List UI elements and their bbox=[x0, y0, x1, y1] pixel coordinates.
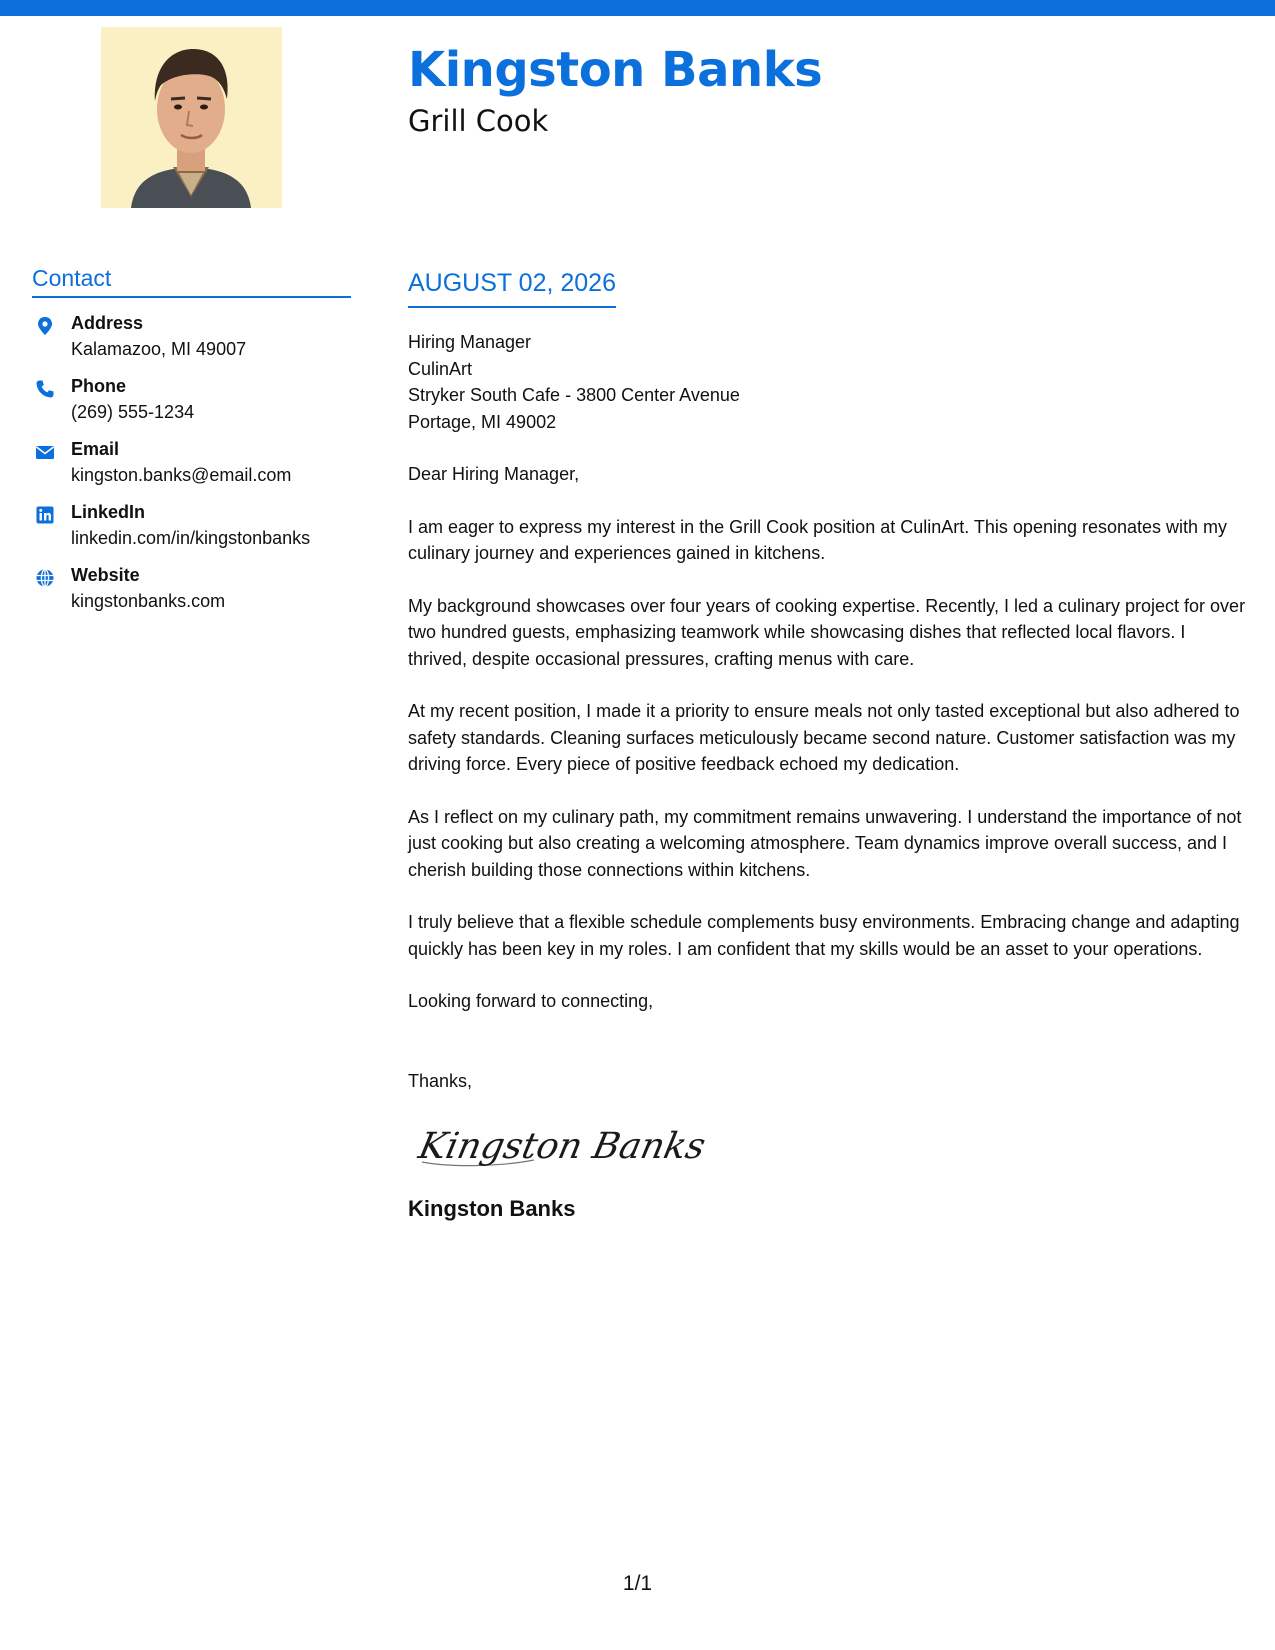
envelope-icon bbox=[35, 442, 55, 462]
signature-text: Kingston Banks bbox=[415, 1124, 710, 1167]
linkedin-icon bbox=[35, 505, 55, 525]
contact-label: LinkedIn bbox=[71, 502, 146, 522]
job-title: Grill Cook bbox=[408, 104, 549, 138]
map-pin-icon bbox=[35, 316, 55, 336]
date-block bbox=[408, 266, 616, 308]
contact-label: Address bbox=[71, 313, 144, 333]
letter-date: AUGUST 02, 2026 bbox=[408, 266, 616, 308]
contact-label: Phone bbox=[71, 376, 127, 396]
globe-icon bbox=[35, 568, 55, 588]
recipient-line: Portage, MI 49002 bbox=[408, 411, 557, 432]
letter-paragraph: At my recent position, I made it a priority to ensure meals not only tasted exceptional but also adhered to safety standards. Cleaning surfaces meticulously became second nature. Customer satisfaction was my driving force. Every piece of positive feedback echoed my dedication. bbox=[408, 701, 1240, 774]
website-value[interactable]: kingstonbanks.com bbox=[71, 591, 226, 611]
phone-value: (269) 555-1234 bbox=[71, 402, 195, 422]
contact-item-address bbox=[32, 310, 351, 373]
address-value: Kalamazoo, MI 49007 bbox=[71, 339, 247, 359]
recipient-line: CulinArt bbox=[408, 358, 473, 379]
handwritten-signature bbox=[414, 1116, 710, 1176]
phone-icon bbox=[35, 379, 55, 399]
thanks-line: Thanks, bbox=[408, 1070, 473, 1091]
contact-sidebar bbox=[32, 262, 351, 625]
recipient-line: Stryker South Cafe - 3800 Center Avenue bbox=[408, 385, 740, 405]
letter-body bbox=[408, 266, 1248, 1224]
contact-item-email bbox=[32, 436, 351, 499]
contact-list bbox=[32, 310, 351, 625]
contact-label: Website bbox=[71, 565, 140, 585]
letter-paragraph: As I reflect on my culinary path, my commitment remains unwavering. I understand the importance of not just cooking but also creating a welcoming atmosphere. Team dynamics improve overall success, and I cherish building those connections within kitchens. bbox=[408, 806, 1242, 880]
profile-photo bbox=[101, 27, 282, 208]
contact-item-phone bbox=[32, 373, 351, 436]
closing-line: Looking forward to connecting, bbox=[408, 991, 654, 1011]
recipient-line: Hiring Manager bbox=[408, 332, 532, 352]
letter-paragraph: I truly believe that a flexible schedule complements busy environments. Embracing change and adapting quickly has been key in my roles. I am confident that my skills would be an asset to your operations. bbox=[408, 912, 1240, 959]
letter-paragraph: My background showcases over four years of cooking expertise. Recently, I led a culinary project for over two hundred guests, emphasizing teamwork while showcasing dishes that reflected local flavors. I thrived, despite occasional pressures, crafting menus with care. bbox=[408, 595, 1246, 669]
page-number: 1/1 bbox=[622, 1572, 653, 1595]
recipient-address bbox=[408, 329, 1248, 435]
linkedin-value[interactable]: linkedin.com/in/kingstonbanks bbox=[71, 528, 311, 548]
salutation: Dear Hiring Manager, bbox=[408, 464, 580, 484]
letter-paragraph: I am eager to express my interest in the Grill Cook position at CulinArt. This opening resonates with my culinary journey and experiences gained in kitchens. bbox=[408, 516, 1228, 563]
contact-heading: Contact bbox=[32, 262, 351, 298]
applicant-name: Kingston Banks bbox=[408, 42, 823, 98]
contact-item-website bbox=[32, 562, 351, 625]
email-value[interactable]: kingston.banks@email.com bbox=[71, 465, 292, 485]
top-accent-bar bbox=[0, 0, 1275, 16]
signer-name: Kingston Banks bbox=[408, 1196, 576, 1221]
contact-label: Email bbox=[71, 439, 120, 459]
contact-item-linkedin bbox=[32, 499, 351, 562]
